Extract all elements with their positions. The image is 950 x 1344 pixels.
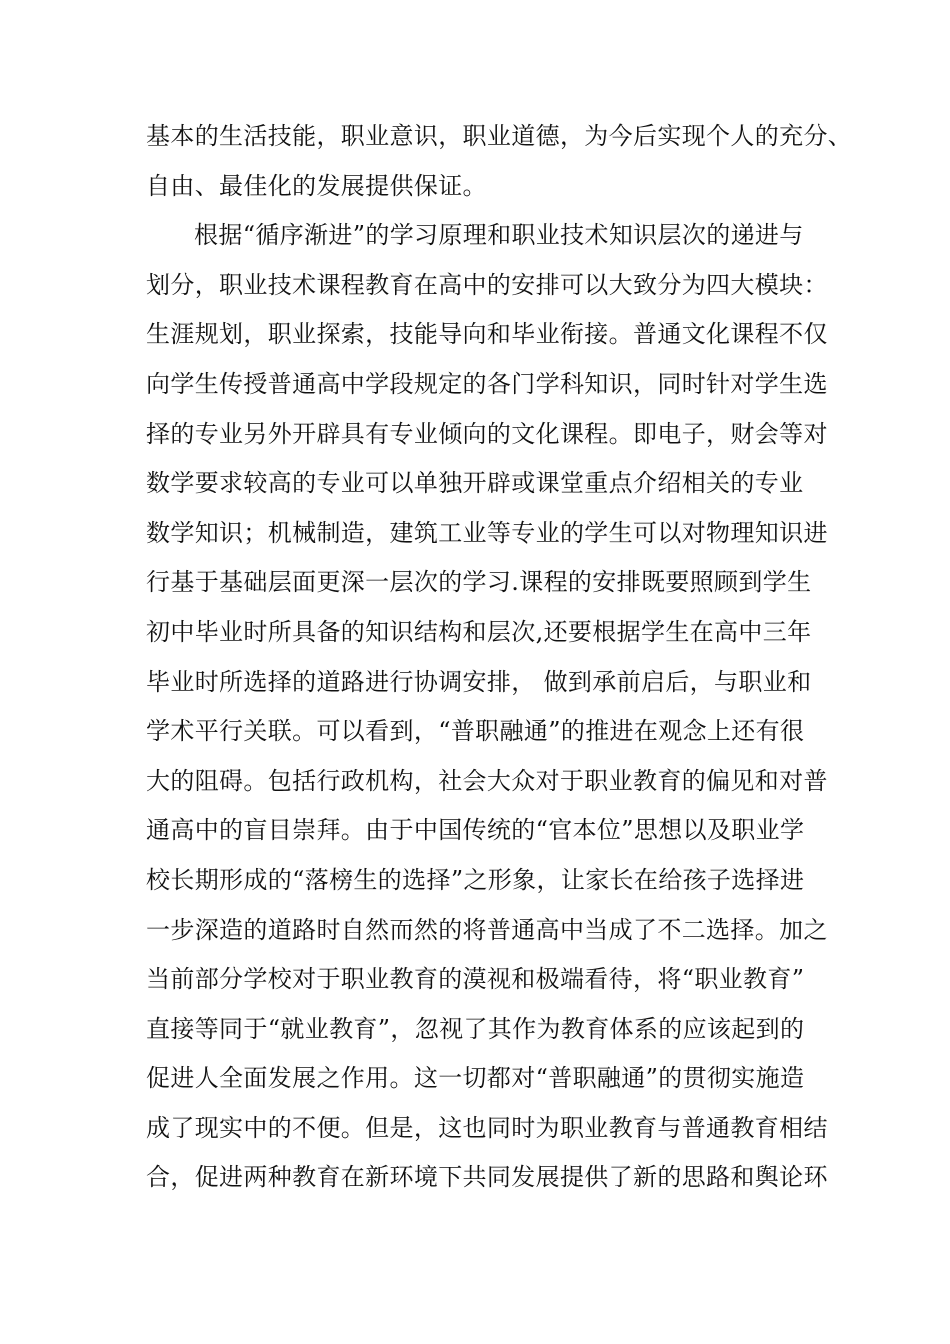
- text-line: 当前部分学校对于职业教育的漠视和极端看待，将“职业教育”: [146, 965, 805, 994]
- text-line: 成了现实中的不便。但是，这也同时为职业教育与普通教育相结: [146, 1113, 828, 1142]
- text-line: 学术平行关联。可以看到，“普职融通”的推进在观念上还有很: [146, 717, 805, 746]
- text-line: 通高中的盲目崇拜。由于中国传统的“官本位”思想以及职业学: [146, 816, 805, 845]
- text-line: 行基于基础层面更深一层次的学习.课程的安排既要照顾到学生: [146, 568, 812, 597]
- text-line: 大的阻碍。包括行政机构，社会大众对于职业教育的偏见和对普: [146, 766, 828, 795]
- text-line: 自由、最佳化的发展提供保证。: [146, 171, 487, 200]
- text-line: 毕业时所选择的道路进行协调安排， 做到承前启后，与职业和: [146, 667, 812, 696]
- text-line: 促进人全面发展之作用。这一切都对“普职融通”的贯彻实施造: [146, 1064, 805, 1093]
- text-line: 一步深造的道路时自然而然的将普通高中当成了不二选择。加之: [146, 915, 828, 944]
- text-line: 初中毕业时所具备的知识结构和层次,还要根据学生在高中三年: [146, 617, 812, 646]
- text-line: 基本的生活技能，职业意识，职业道德，为今后实现个人的充分、: [146, 122, 853, 150]
- text-line: 直接等同于“就业教育”，忽视了其作为教育体系的应该起到的: [146, 1014, 805, 1043]
- text-line: 向学生传授普通高中学段规定的各门学科知识，同时针对学生选: [146, 369, 828, 398]
- text-line: 生涯规划，职业探索，技能导向和毕业衔接。普通文化课程不仅: [146, 320, 828, 349]
- text-line: 校长期形成的“落榜生的选择”之形象，让家长在给孩子选择进: [146, 865, 805, 894]
- body-text: [146, 112, 853, 1203]
- text-line: 划分，职业技术课程教育在高中的安排可以大致分为四大模块：: [146, 270, 828, 299]
- text-line: 择的专业另外开辟具有专业倾向的文化课程。即电子，财会等对: [146, 419, 828, 448]
- text-line: 数学要求较高的专业可以单独开辟或课堂重点介绍相关的专业: [146, 469, 804, 498]
- text-line: 数学知识；机械制造，建筑工业等专业的学生可以对物理知识进: [146, 518, 828, 547]
- text-line: 合，促进两种教育在新环境下共同发展提供了新的思路和舆论环: [146, 1163, 828, 1192]
- paragraph-start-line: 根据“循序渐进”的学习原理和职业技术知识层次的递进与: [194, 221, 804, 250]
